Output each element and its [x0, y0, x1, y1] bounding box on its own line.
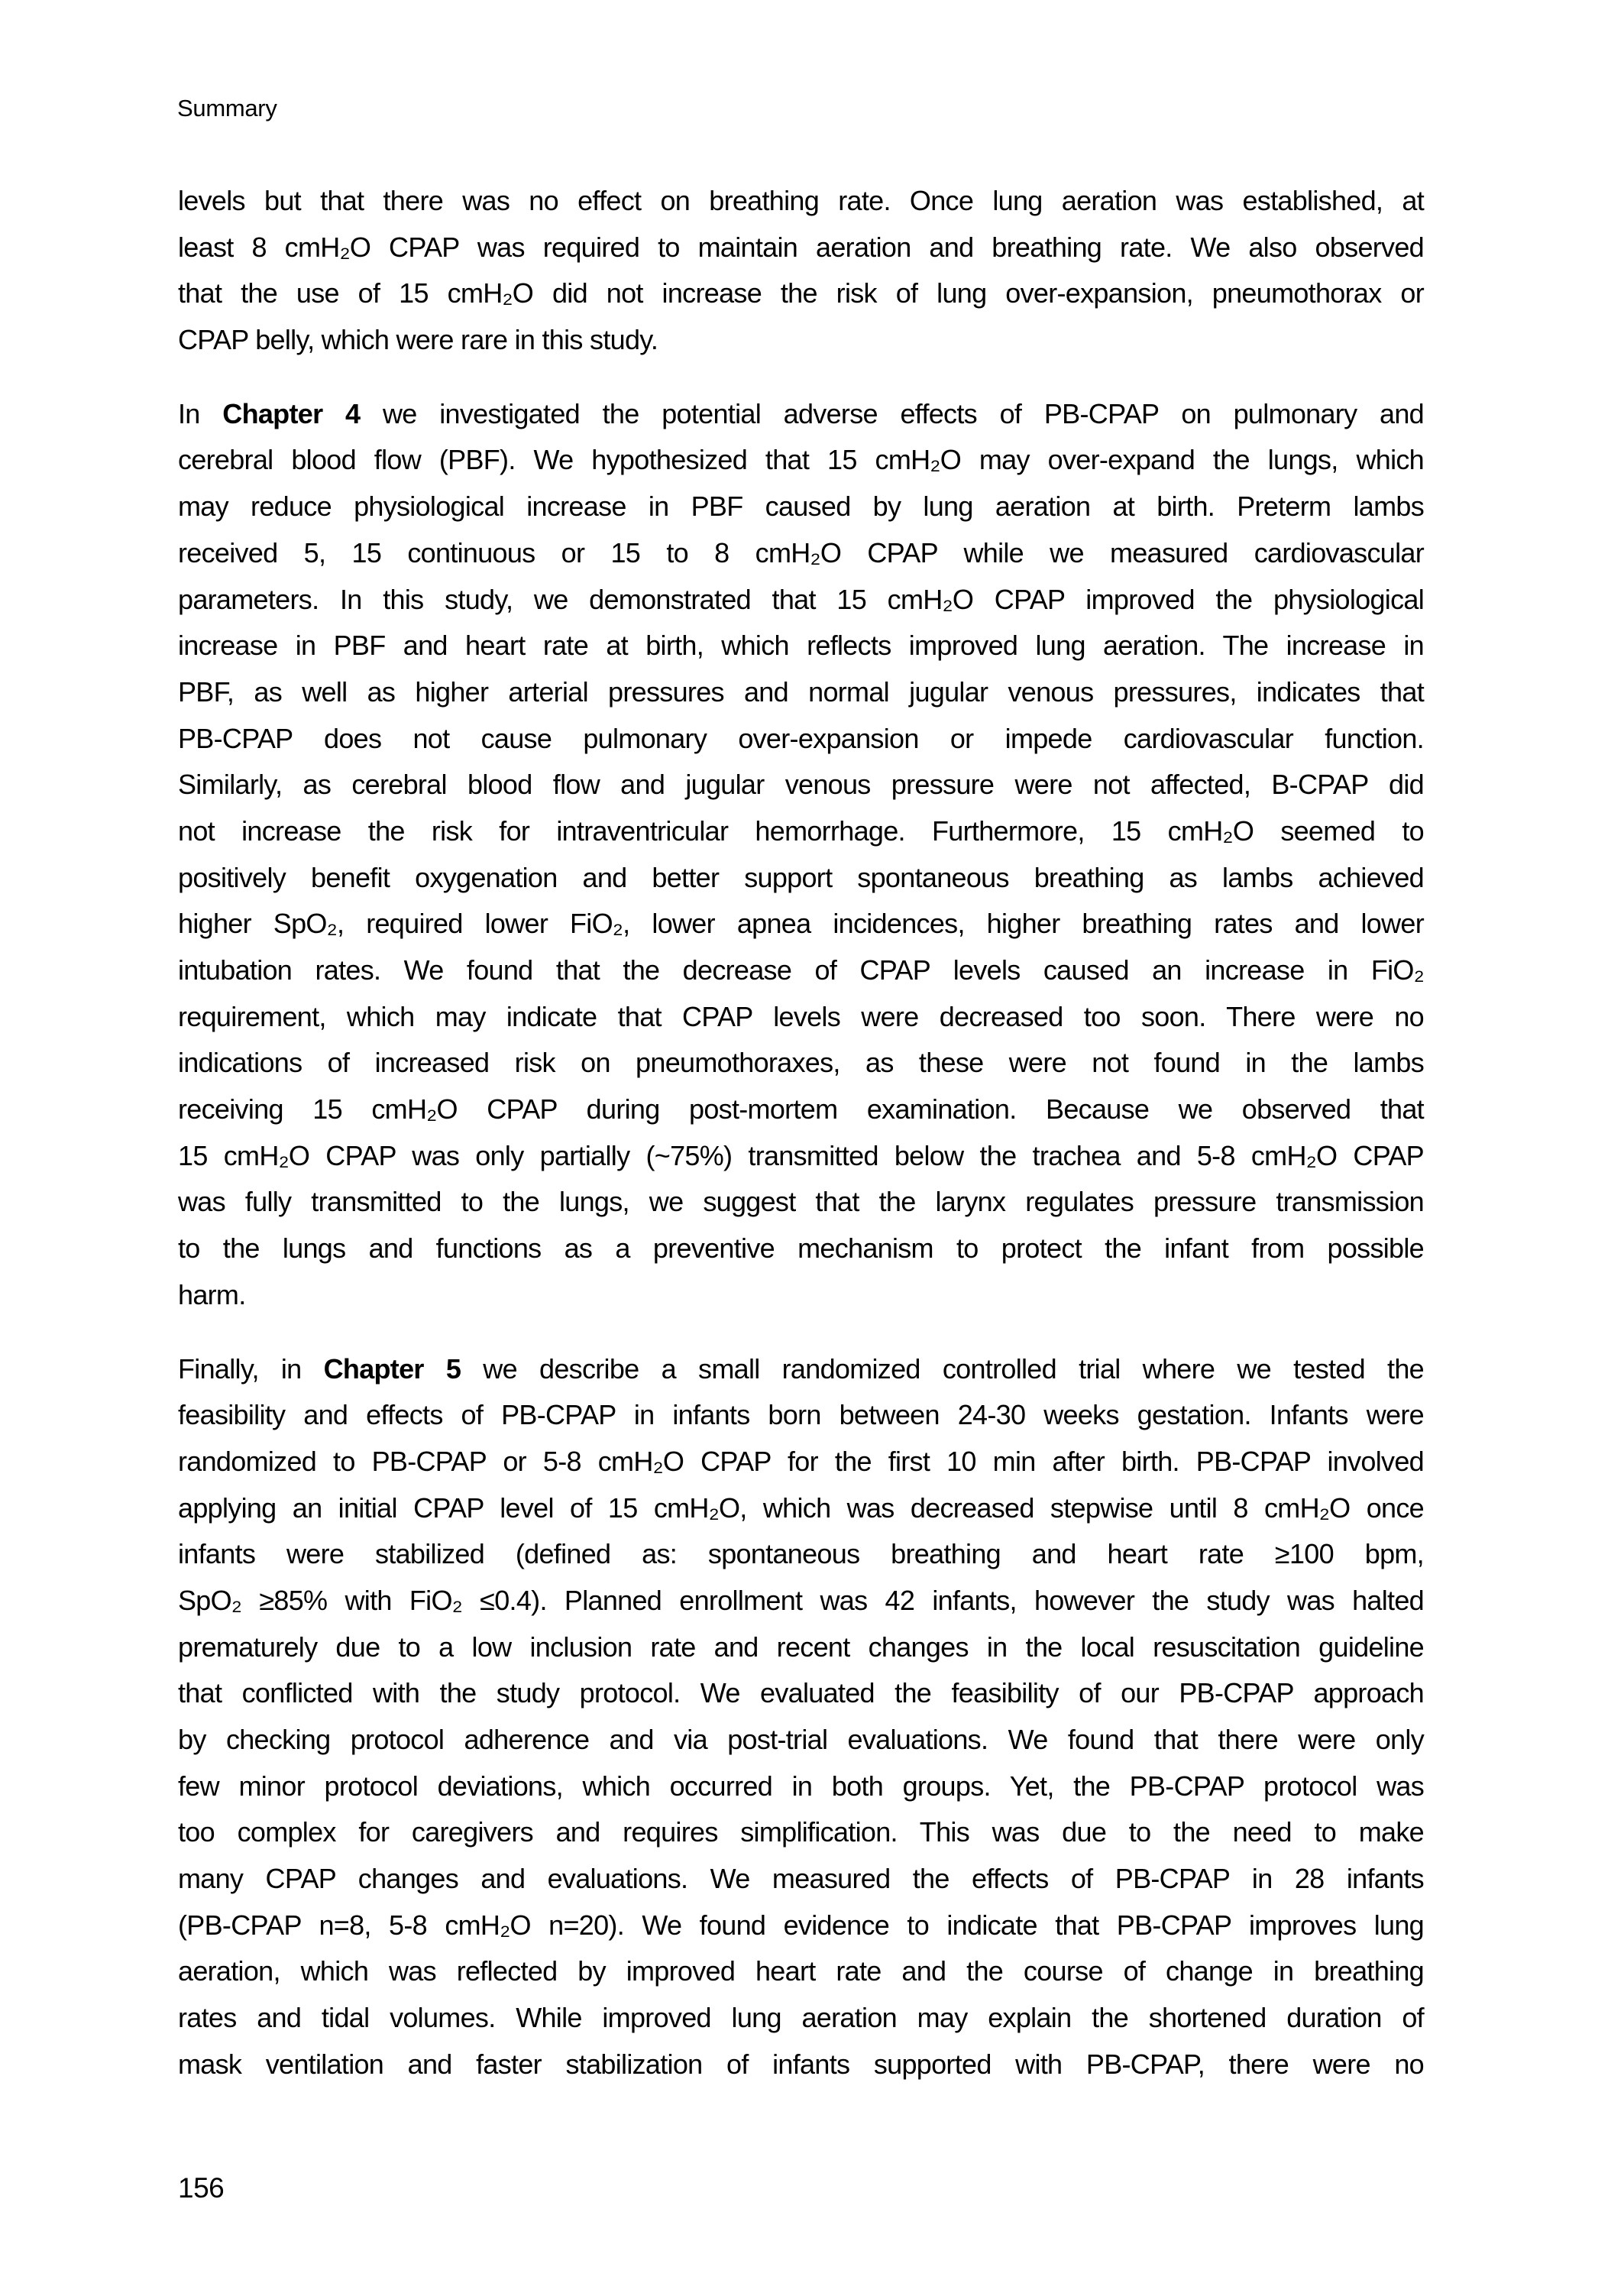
paragraph — [178, 391, 1424, 1319]
text-line — [178, 1717, 1424, 1763]
text-line — [178, 1272, 1424, 1319]
text-segment: applying an initial CPAP level of 15 cmH₂O, which was decreased stepwise until 8 cmH₂O once — [178, 1491, 1424, 1524]
text-segment: least 8 cmH₂O CPAP was required to maintain aeration and breathing rate. We also observed — [178, 231, 1424, 263]
text-segment: requirement, which may indicate that CPAP levels were decreased too soon. There were no — [178, 1000, 1424, 1032]
text-segment: indications of increased risk on pneumothoraxes, as these were not found in the lambs — [178, 1047, 1424, 1079]
text-segment: Finally, in — [178, 1352, 324, 1385]
text-line — [178, 1531, 1424, 1578]
text-segment: PB-CPAP does not cause pulmonary over-expansion or impede cardiovascular function. — [178, 722, 1424, 754]
text-segment: parameters. In this study, we demonstrated that 15 cmH₂O CPAP improved the physiological — [178, 583, 1424, 615]
text-line — [178, 1903, 1424, 1949]
text-segment: to the lungs and functions as a preventive mechanism to protect the infant from possible — [178, 1232, 1424, 1265]
text-segment: received 5, 15 continuous or 15 to 8 cmH₂O CPAP while we measured cardiovascular — [178, 536, 1424, 568]
text-line — [178, 1392, 1424, 1439]
text-segment: that the use of 15 cmH₂O did not increase the risk of lung over-expansion, pneumothorax or — [178, 277, 1424, 309]
text-line — [178, 1040, 1424, 1087]
text-segment: feasibility and effects of PB-CPAP in infants born between 24-30 weeks gestation. Infants were — [178, 1399, 1424, 1431]
text-segment: may reduce physiological increase in PBF caused by lung aeration at birth. Preterm lambs — [178, 491, 1424, 523]
text-segment: few minor protocol deviations, which occurred in both groups. Yet, the PB-CPAP protocol was — [178, 1770, 1424, 1802]
text-segment: PBF, as well as higher arterial pressures and normal jugular venous pressures, indicates that — [178, 675, 1424, 708]
text-segment: CPAP belly, which were rare in this study. — [178, 324, 658, 356]
paragraph — [178, 1346, 1424, 2088]
text-line — [178, 947, 1424, 994]
text-segment: increase in PBF and heart rate at birth, which reflects improved lung aeration. The increase in — [178, 630, 1424, 662]
text-line — [178, 530, 1424, 577]
text-line — [178, 855, 1424, 902]
text-segment: randomized to PB-CPAP or 5-8 cmH₂O CPAP for the first 10 min after birth. PB-CPAP involved — [178, 1445, 1424, 1477]
text-segment: we investigated the potential adverse effects of PB-CPAP on pulmonary and — [360, 397, 1424, 429]
text-segment: many CPAP changes and evaluations. We measured the effects of PB-CPAP in 28 infants — [178, 1863, 1424, 1895]
text-segment: that conflicted with the study protocol. We evaluated the feasibility of our PB-CPAP approach — [178, 1677, 1424, 1709]
text-line — [178, 178, 1424, 225]
text-segment: higher SpO₂, required lower FiO₂, lower apnea incidences, higher breathing rates and lower — [178, 908, 1424, 940]
text-line — [178, 1346, 1424, 1393]
text-line — [178, 484, 1424, 530]
text-line — [178, 1948, 1424, 1995]
text-line — [178, 1809, 1424, 1856]
text-line — [178, 270, 1424, 317]
body-text — [178, 178, 1424, 2116]
text-segment: mask ventilation and faster stabilization of infants supported with PB-CPAP, there were no — [178, 2048, 1424, 2080]
text-segment: receiving 15 cmH₂O CPAP during post-mortem examination. Because we observed that — [178, 1093, 1424, 1125]
text-segment: rates and tidal volumes. While improved lung aeration may explain the shortened duration of — [178, 2002, 1424, 2034]
text-line — [178, 1439, 1424, 1485]
text-segment: levels but that there was no effect on breathing rate. Once lung aeration was established, at — [178, 185, 1424, 216]
text-line — [178, 1624, 1424, 1671]
text-segment: too complex for caregivers and requires simplification. This was due to the need to make — [178, 1816, 1424, 1848]
text-segment: cerebral blood flow (PBF). We hypothesized that 15 cmH₂O may over-expand the lungs, which — [178, 444, 1424, 476]
text-segment: intubation rates. We found that the decrease of CPAP levels caused an increase in FiO₂ — [178, 954, 1424, 986]
text-segment: prematurely due to a low inclusion rate and recent changes in the local resuscitation guideline — [178, 1631, 1424, 1663]
text-segment: not increase the risk for intraventricular hemorrhage. Furthermore, 15 cmH₂O seemed to — [178, 815, 1424, 847]
text-line — [178, 1133, 1424, 1180]
text-line — [178, 1578, 1424, 1624]
text-line — [178, 1087, 1424, 1133]
text-line — [178, 577, 1424, 623]
text-line — [178, 994, 1424, 1041]
text-line — [178, 1670, 1424, 1717]
chapter-reference: Chapter 4 — [222, 397, 361, 429]
text-line — [178, 901, 1424, 947]
text-line — [178, 437, 1424, 484]
text-segment: by checking protocol adherence and via post-trial evaluations. We found that there were only — [178, 1724, 1424, 1755]
text-segment: In — [178, 397, 223, 429]
text-line — [178, 1179, 1424, 1226]
text-line — [178, 808, 1424, 855]
text-line — [178, 1485, 1424, 1532]
text-line — [178, 1995, 1424, 2042]
paragraph — [178, 178, 1424, 364]
text-line — [178, 1763, 1424, 1810]
text-line — [178, 716, 1424, 763]
text-segment: infants were stabilized (defined as: spontaneous breathing and heart rate ≥100 bpm, — [178, 1538, 1424, 1570]
page-number: 156 — [178, 2172, 225, 2204]
text-segment: we describe a small randomized controlled trial where we tested the — [461, 1352, 1425, 1385]
text-segment: Similarly, as cerebral blood flow and jugular venous pressure were not affected, B-CPAP did — [178, 769, 1424, 801]
text-line — [178, 225, 1424, 271]
text-line — [178, 762, 1424, 808]
text-segment: harm. — [178, 1278, 246, 1310]
running-header: Summary — [177, 95, 277, 121]
text-segment: was fully transmitted to the lungs, we suggest that the larynx regulates pressure transmission — [178, 1186, 1424, 1218]
chapter-reference: Chapter 5 — [323, 1352, 461, 1385]
text-segment: (PB-CPAP n=8, 5-8 cmH₂O n=20). We found evidence to indicate that PB-CPAP improves lung — [178, 1909, 1424, 1941]
text-line — [178, 1856, 1424, 1903]
text-segment: positively benefit oxygenation and better support spontaneous breathing as lambs achieved — [178, 861, 1424, 893]
text-line — [178, 391, 1424, 438]
text-line — [178, 2042, 1424, 2088]
text-segment: SpO₂ ≥85% with FiO₂ ≤0.4). Planned enrollment was 42 infants, however the study was halted — [178, 1584, 1424, 1616]
text-segment: 15 cmH₂O CPAP was only partially (~75%) transmitted below the trachea and 5-8 cmH₂O CPAP — [178, 1139, 1424, 1171]
text-line — [178, 623, 1424, 669]
text-line — [178, 669, 1424, 716]
text-segment: aeration, which was reflected by improved heart rate and the course of change in breathing — [178, 1955, 1424, 1987]
text-line — [178, 317, 1424, 364]
text-line — [178, 1226, 1424, 1272]
